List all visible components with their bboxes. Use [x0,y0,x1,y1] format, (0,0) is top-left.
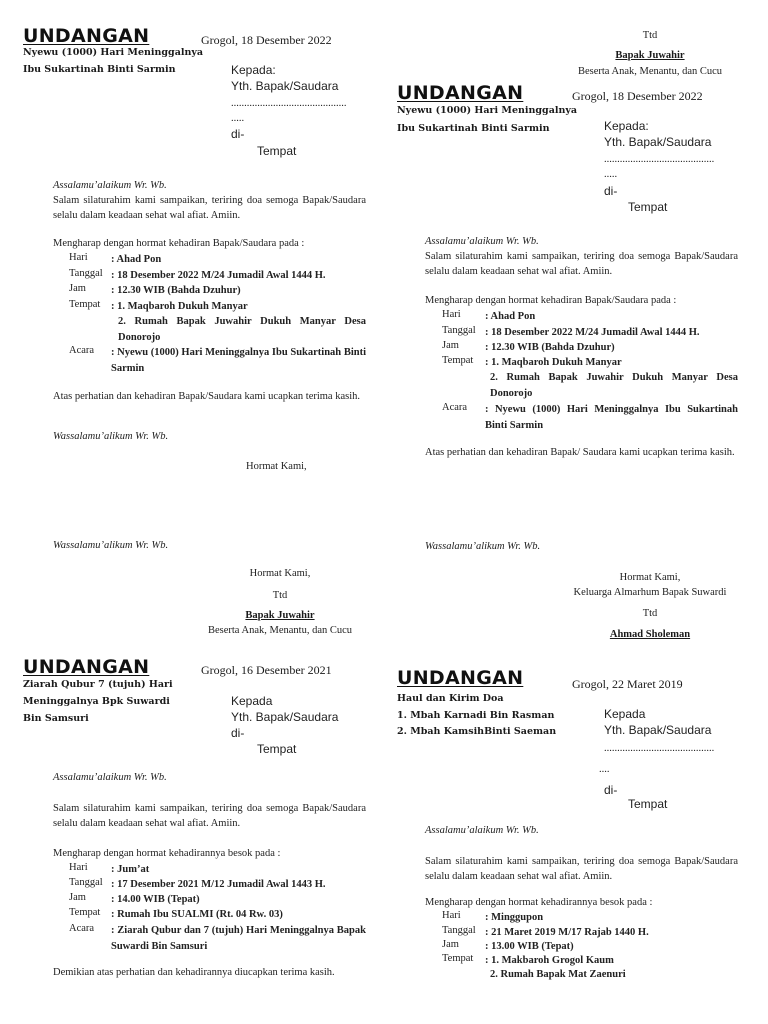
request-line: Mengharap dengan hormat kehadiran Bapak/Saudara pada : [425,295,677,306]
invitation-date: Grogol, 16 Desember 2021 [201,663,332,677]
tempat-label: Tempat [257,742,297,756]
detail-value-2: 2. Rumah Bapak Juwahir Dukuh Manyar Desa Donorojo [490,372,738,399]
signature-ttd: Ttd [642,608,658,619]
invitation-title: UNDANGAN [23,656,150,678]
recipient-line: Yth. Bapak/Saudara [604,135,712,149]
recipient-dots: ............................................ [231,98,347,109]
detail-label: Jam [442,340,459,351]
tempat-label: Tempat [628,797,668,811]
detail-value: : Ahad Pon [111,254,162,265]
signatory-name: Bapak Juwahir [245,610,315,621]
detail-value-2: 2. Rumah Bapak Mat Zaenuri [490,969,626,980]
request-line: Mengharap dengan hormat kehadiran Bapak/Saudara pada : [53,238,305,249]
detail-value: : 1. Maqbaroh Dukuh Manyar [485,357,622,368]
request-line: Mengharap dengan hormat kehadirannya besok pada : [53,848,281,859]
subject-line-2: Ibu Sukartinah Binti Sarmin [397,123,550,134]
closing-greeting: Wassalamu’alikum Wr. Wb. [53,431,169,442]
detail-value: : 1. Makbaroh Grogol Kaum [485,955,614,966]
signature-ttd: Ttd [642,30,658,41]
detail-label: Acara [442,402,468,413]
detail-label: Acara [69,345,95,356]
opening-paragraph: Salam silaturahim kami sampaikan, teriring doa semoga Bapak/Saudara selalu dalam keadaan sehat wal afiat. Amiin. [53,803,366,829]
detail-value: : Jum’at [111,864,150,875]
closing-paragraph: Atas perhatian dan kehadiran Bapak/ Saudara kami ucapkan terima kasih. [425,447,735,458]
recipient-dots-2: ..... [231,113,245,124]
detail-value: : 13.00 WIB (Tepat) [485,941,574,952]
detail-label: Hari [442,910,461,921]
signature-ttd: Ttd [272,590,288,601]
subject-line-1: Ziarah Qubur 7 (tujuh) Hari [23,679,173,690]
greeting: Assalamu’alaikum Wr. Wb. [53,180,167,191]
subject-line-1: Haul dan Kirim Doa [397,693,504,704]
subject-line-1: Nyewu (1000) Hari Meninggalnya [397,105,578,116]
detail-value: : 1. Maqbaroh Dukuh Manyar [111,301,248,312]
recipient-dots: .......................................... [604,154,715,165]
tempat-label: Tempat [257,144,297,158]
di-label: di- [231,726,245,740]
detail-value: : 17 Desember 2021 M/12 Jumadil Awal 1443 H. [111,879,326,890]
detail-value: : Nyewu (1000) Hari Meninggalnya Ibu Sukartinah Binti Sarmin [111,347,366,374]
detail-value: : Minggupon [485,912,544,923]
detail-label: Hari [442,309,461,320]
detail-label: Tempat [442,355,474,366]
greeting: Assalamu’alaikum Wr. Wb. [53,772,167,783]
subject-line-3: Bin Samsuri [23,713,89,724]
subject-line-3: 2. Mbah KamsihBinti Saeman [397,726,557,737]
opening-paragraph: Salam silaturahim kami sampaikan, teriring doa semoga Bapak/Saudara selalu dalam keadaan sehat wal afiat. Amiin. [425,856,738,882]
detail-value: : 12.30 WIB (Bahda Dzuhur) [111,285,241,296]
invitation-date: Grogol, 18 Desember 2022 [201,33,332,47]
recipient-dots-2: .... [599,764,610,775]
detail-value: : Ziarah Qubur dan 7 (tujuh) Hari Meninggalnya Bapak Suwardi Bin Samsuri [111,925,366,952]
detail-label: Tempat [69,299,101,310]
opening-paragraph: Salam silaturahim kami sampaikan, teriring doa semoga Bapak/Saudara selalu dalam keadaan sehat wal afiat. Amiin. [53,195,366,221]
subject-line-1: Nyewu (1000) Hari Meninggalnya [23,47,204,58]
detail-value: : Ahad Pon [485,311,536,322]
invitation-date: Grogol, 22 Maret 2019 [572,677,683,691]
signatory-family: Beserta Anak, Menantu, dan Cucu [207,625,353,636]
detail-value: : 18 Desember 2022 M/24 Jumadil Awal 1444 H. [485,327,700,338]
kepada-label: Kepada [604,707,646,721]
di-label: di- [231,127,245,141]
detail-label: Tanggal [69,268,103,279]
detail-label: Hari [69,252,88,263]
detail-value-2: 2. Rumah Bapak Juwahir Dukuh Manyar Desa Donorojo [118,316,366,343]
kepada-label: Kepada [231,694,273,708]
recipient-line: Yth. Bapak/Saudara [231,79,339,93]
detail-label: Tempat [69,907,101,918]
detail-label: Jam [442,939,459,950]
opening-paragraph: Salam silaturahim kami sampaikan, teriring doa semoga Bapak/Saudara selalu dalam keadaan sehat wal afiat. Amiin. [425,251,738,277]
tempat-label: Tempat [628,200,668,214]
signatory-name: Bapak Juwahir [615,50,685,61]
regards: Hormat Kami, [249,568,311,579]
signatory-family: Keluarga Almarhum Bapak Suwardi [573,587,727,598]
di-label: di- [604,783,618,797]
invitation-title: UNDANGAN [397,82,524,104]
request-line: Mengharap dengan hormat kehadirannya besok pada : [425,897,653,908]
recipient-line: Yth. Bapak/Saudara [604,723,712,737]
detail-label: Acara [69,923,95,934]
detail-label: Tanggal [442,925,476,936]
invitation-title: UNDANGAN [23,25,150,47]
recipient-dots-2: ..... [604,169,618,180]
greeting: Assalamu’alaikum Wr. Wb. [425,236,539,247]
invitation-title: UNDANGAN [397,667,524,689]
detail-value: : 21 Maret 2019 M/17 Rajab 1440 H. [485,927,649,938]
closing-paragraph: Demikian atas perhatian dan kehadirannya diucapkan terima kasih. [53,967,335,978]
regards: Hormat Kami, [619,572,681,583]
subject-line-2: Ibu Sukartinah Binti Sarmin [23,64,176,75]
closing-greeting: Wassalamu’alikum Wr. Wb. [425,541,541,552]
regards: Hormat Kami, [246,461,307,472]
detail-value: : 12.30 WIB (Bahda Dzuhur) [485,342,615,353]
kepada-label: Kepada: [231,63,276,77]
closing-paragraph: Atas perhatian dan kehadiran Bapak/Saudara kami ucapkan terima kasih. [53,391,361,402]
invitation-date: Grogol, 18 Desember 2022 [572,89,703,103]
recipient-line: Yth. Bapak/Saudara [231,710,339,724]
signatory-name: Ahmad Sholeman [609,629,691,640]
signatory-family: Beserta Anak, Menantu, dan Cucu [577,66,723,77]
detail-value: : Nyewu (1000) Hari Meninggalnya Ibu Sukartinah Binti Sarmin [485,404,738,431]
subject-line-2: Meninggalnya Bpk Suwardi [23,696,170,707]
di-label: di- [604,184,618,198]
recipient-dots: .......................................... [604,743,715,754]
subject-line-2: 1. Mbah Karnadi Bin Rasman [397,710,555,721]
detail-value: : 14.00 WIB (Tepat) [111,894,200,905]
detail-label: Jam [69,892,86,903]
detail-label: Tanggal [442,325,476,336]
detail-label: Hari [69,862,88,873]
detail-label: Tanggal [69,877,103,888]
detail-value: : Rumah Ibu SUALMI (Rt. 04 Rw. 03) [111,909,283,920]
detail-value: : 18 Desember 2022 M/24 Jumadil Awal 1444 H. [111,270,326,281]
kepada-label: Kepada: [604,119,649,133]
greeting: Assalamu’alaikum Wr. Wb. [425,825,539,836]
closing-greeting: Wassalamu’alikum Wr. Wb. [53,540,169,551]
detail-label: Jam [69,283,86,294]
detail-label: Tempat [442,953,474,964]
